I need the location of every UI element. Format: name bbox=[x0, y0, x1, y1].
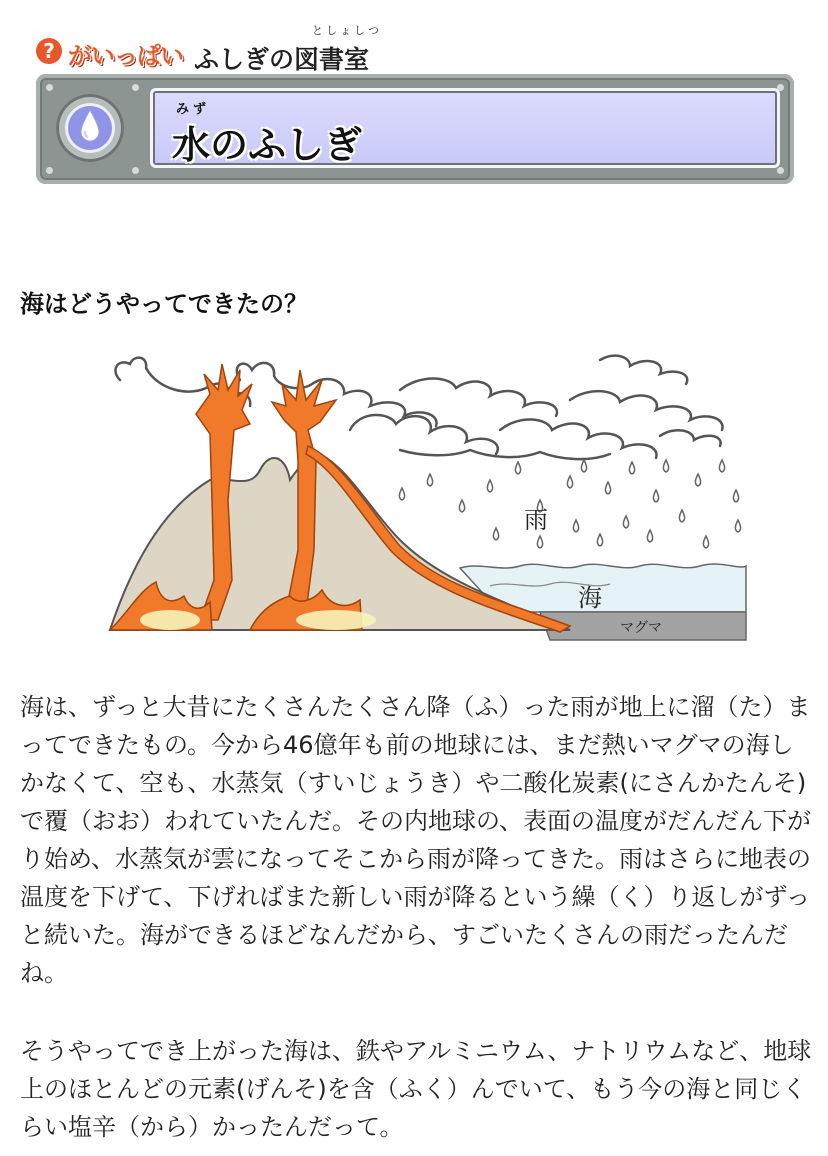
article-paragraph: そうやってでき上がった海は、鉄やアルミニウム、ナトリウムなど、地球上のほとんどの元素(げんそ)を含（ふく）んでいて、もう今の海と同じくらい塩辛（から）かったんだって。 bbox=[20, 1037, 812, 1141]
rivet bbox=[132, 84, 139, 91]
rivet bbox=[46, 84, 53, 91]
magma-label: マグマ bbox=[620, 620, 662, 636]
banner-title-ruby: みず bbox=[176, 102, 211, 117]
sea-label: 海 bbox=[578, 584, 602, 612]
article-paragraph: 海は、ずっと大昔にたくさんたくさん降（ふ）った雨が地上に溜（た）まってできたもの。今から46億年も前の地球には、まだ熱いマグマの海しかなくて、空も、水蒸気（すいじょうき）や二酸化炭素(にさんかたんそ)で覆（おお）われていたんだ。その内地球の、表面の温度がだんだん下がり始め、水蒸気が雲になってそこから雨が降ってきた。雨はさらに地表の温度を下げて、下げればまた新しい雨が降るという繰（く）り返しがずっと続いた。海ができるほどなんだから、すごいたくさんの雨だったんだね。 bbox=[20, 693, 812, 987]
rain-drops bbox=[399, 460, 740, 548]
rain-label: 雨 bbox=[524, 506, 548, 534]
site-title-ruby: としょしつ bbox=[312, 24, 382, 37]
banner-title-panel bbox=[150, 88, 780, 168]
question-mark-icon[interactable]: ? bbox=[36, 38, 62, 64]
banner-title: 水のふしぎ bbox=[172, 123, 363, 167]
site-header bbox=[36, 24, 796, 74]
site-brand[interactable]: がいっぱい bbox=[68, 42, 183, 70]
site-title[interactable]: ふしぎの図書室 bbox=[194, 45, 370, 74]
rivet bbox=[132, 167, 139, 174]
water-badge bbox=[56, 94, 124, 162]
rivet bbox=[777, 167, 784, 174]
water-drop-icon bbox=[79, 109, 101, 143]
rivet bbox=[46, 167, 53, 174]
category-banner bbox=[36, 74, 794, 184]
sea-formation-illustration bbox=[100, 350, 760, 650]
question-heading: 海はどうやってできたの？ bbox=[20, 290, 308, 318]
